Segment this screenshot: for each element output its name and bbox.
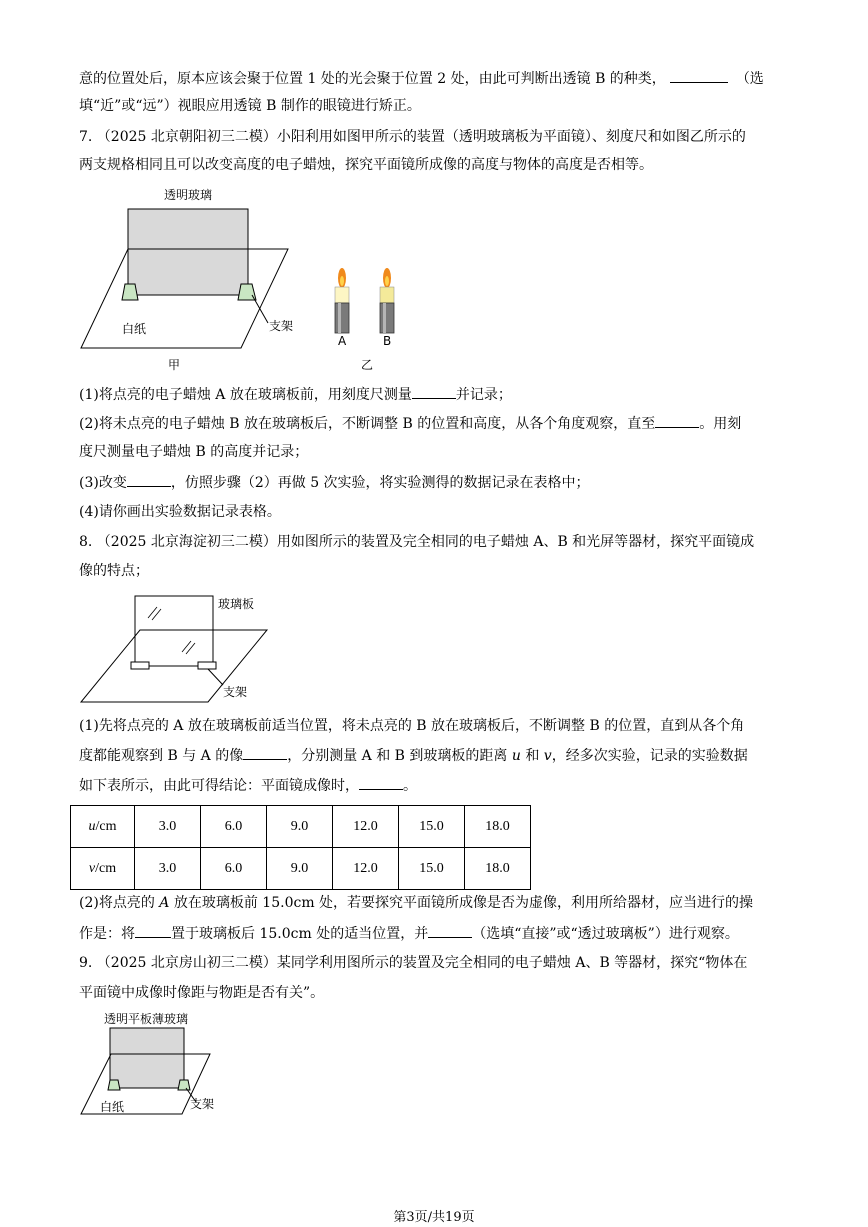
answer-blank <box>359 775 403 790</box>
figure-label-stand: 支架 <box>223 685 248 699</box>
question-7-step-2: 度尺测量电子蜡烛 B 的高度并记录； <box>79 444 309 460</box>
table-cell: 3.0 <box>135 848 201 890</box>
answer-blank <box>243 745 287 760</box>
table-cell: 12.0 <box>333 806 399 848</box>
answer-blank <box>412 384 456 399</box>
answer-blank <box>127 472 171 487</box>
candle-a <box>335 287 349 303</box>
question-9-stem: 9. （2025 北京房山初三二模）某同学利用图所示的装置及完全相同的电子蜡烛 A、B 等器材，探究“物体在 <box>79 955 748 971</box>
answer-blank <box>655 413 699 428</box>
answer-blank <box>135 923 171 938</box>
figure-q8 <box>78 590 278 708</box>
figure-q9 <box>78 1010 238 1118</box>
figure-label-glass: 透明平板薄玻璃 <box>104 1012 189 1026</box>
question-7-step-1: (1)将点亮的电子蜡烛 A 放在玻璃板前，用刻度尺测量 并记录； <box>79 384 512 405</box>
question-8-stem: 8. （2025 北京海淀初三二模）用如图所示的装置及完全相同的电子蜡烛 A、B 和光屏等器材，探究平面镜成 <box>79 534 755 550</box>
question-7-step-4: (4)请你画出实验数据记录表格。 <box>79 504 281 520</box>
question-7-stem: 两支规格相同且可以改变高度的电子蜡烛，探究平面镜所成像的高度与物体的高度是否相等。 <box>79 157 653 173</box>
table-cell: 3.0 <box>135 806 201 848</box>
table-cell: 12.0 <box>333 848 399 890</box>
question-8-step-1: (1)先将点亮的 A 放在玻璃板前适当位置，将未点亮的 B 放在玻璃板后，不断调整 B 的位置，直到从各个角 <box>79 718 745 734</box>
stand-right <box>198 662 216 669</box>
figure-jia <box>78 185 298 375</box>
question-7-step-2: (2)将未点亮的电子蜡烛 B 放在玻璃板后，不断调整 B 的位置和高度，从各个角度观察，直至 。用刻 <box>79 413 741 434</box>
question-8-step-2: 作是：将 置于玻璃板后 15.0cm 处的适当位置，并 （选填“直接”或“透过玻璃板”）进行观察。 <box>79 923 739 944</box>
table-cell: 6.0 <box>201 848 267 890</box>
question-8-stem: 像的特点； <box>79 563 149 579</box>
answer-blank <box>670 68 728 83</box>
table-cell: 18.0 <box>465 848 531 890</box>
table-cell: 9.0 <box>267 848 333 890</box>
figure-label-glass: 玻璃板 <box>218 597 255 611</box>
figure-label-paper: 白纸 <box>122 322 147 336</box>
page-footer: 第3页/共19页 <box>393 1210 475 1225</box>
table-cell: 15.0 <box>399 806 465 848</box>
figure-label-stand: 支架 <box>190 1097 215 1111</box>
table-cell: 18.0 <box>465 806 531 848</box>
table-row <box>71 848 531 890</box>
label-a: A <box>338 334 347 348</box>
figure-label-glass: 透明玻璃 <box>164 188 213 202</box>
stand-left <box>131 662 149 669</box>
figure-caption-jia: 甲 <box>168 358 181 372</box>
question-7-stem: 7. （2025 北京朝阳初三二模）小阳利用如图甲所示的装置（透明玻璃板为平面镜）、刻度尺和如图乙所示的 <box>79 129 746 145</box>
question-9-stem: 平面镜中成像时像距与物距是否有关”。 <box>79 985 325 1001</box>
figure-caption-yi: 乙 <box>361 358 374 372</box>
question-7-step-3: (3)改变 ，仿照步骤（2）再做 5 次实验，将实验测得的数据记录在表格中； <box>79 472 590 493</box>
table-cell: 6.0 <box>201 806 267 848</box>
stand-left <box>122 284 138 300</box>
stand-right <box>178 1080 190 1090</box>
label-b: B <box>383 334 392 348</box>
table-row <box>71 806 531 848</box>
text-line: 填“近”或“远”）视眼应用透镜 B 制作的眼镜进行矫正。 <box>79 98 421 114</box>
data-table <box>70 805 531 890</box>
question-8-step-2: (2)将点亮的 A 放在玻璃板前 15.0cm 处，若要探究平面镜所成像是否为虚像，利用所给器材，应当进行的操 <box>79 895 754 911</box>
question-8-step-1: 度都能观察到 B 与 A 的像 ，分别测量 A 和 B 到玻璃板的距离 u 和 v，经多次实验，记录的实验数据 <box>79 745 748 766</box>
figure-yi <box>325 262 415 377</box>
table-header: u/cm <box>71 806 135 848</box>
figure-label-stand: 支架 <box>269 319 294 333</box>
answer-blank <box>428 923 472 938</box>
table-cell: 9.0 <box>267 806 333 848</box>
text-line: 意的位置处后，原本应该会聚于位置 1 处的光会聚于位置 2 处，由此可判断出透镜 B 的种类， （选 <box>79 68 764 89</box>
candle-b <box>380 287 394 303</box>
table-cell: 15.0 <box>399 848 465 890</box>
table-header: v/cm <box>71 848 135 890</box>
glass-plate <box>135 596 213 666</box>
question-8-step-1: 如下表所示，由此可得结论：平面镜成像时， 。 <box>79 775 417 796</box>
figure-label-paper: 白纸 <box>100 1100 125 1114</box>
stand-left <box>108 1080 120 1090</box>
